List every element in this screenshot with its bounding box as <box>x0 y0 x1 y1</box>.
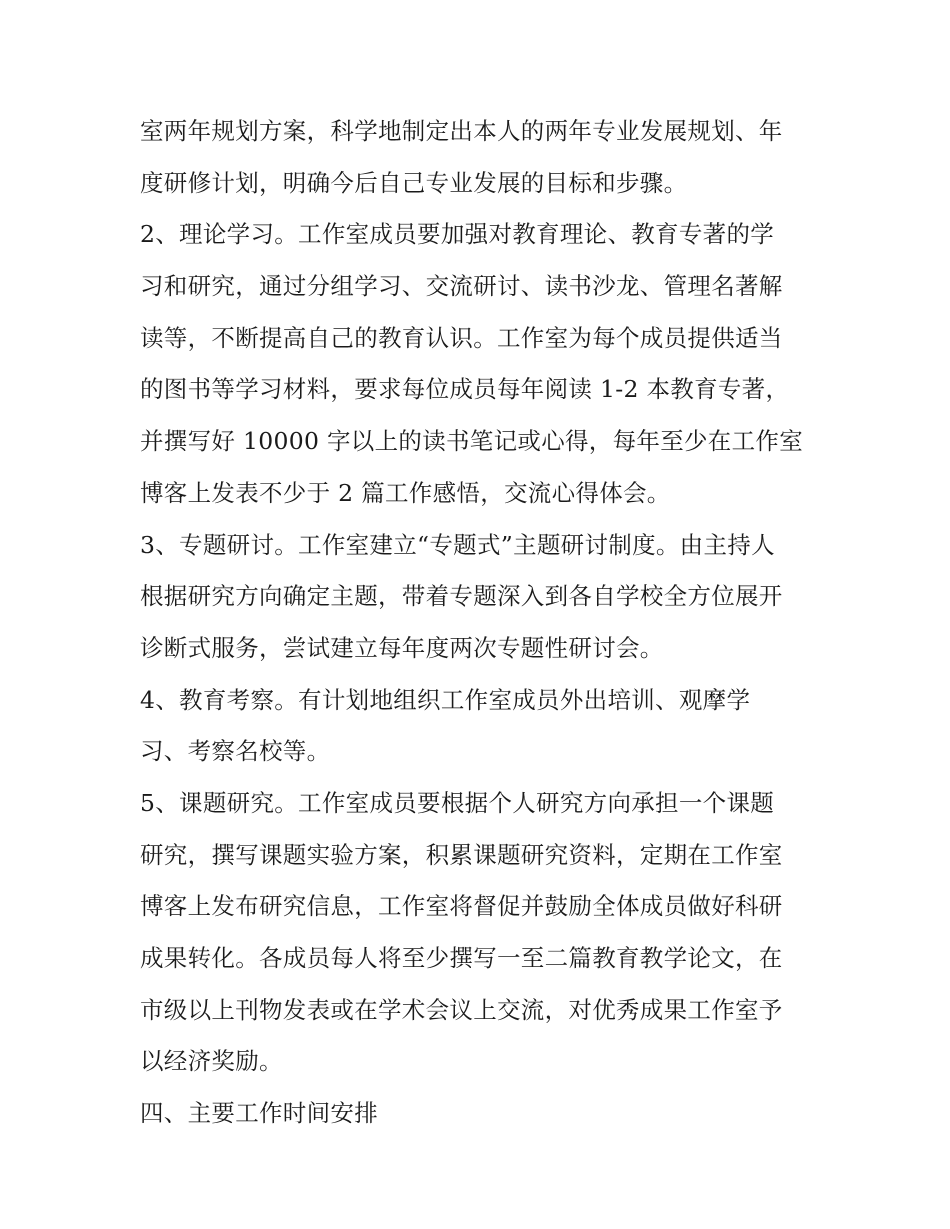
text-line: 读等，不断提高自己的教育认识。工作室为每个成员提供适当 <box>140 323 783 352</box>
text-line: 3、专题研讨。工作室建立“专题式”主题研讨制度。由主持人 <box>140 530 775 559</box>
text-line: 的图书等学习材料，要求每位成员每年阅读 1-2 本教育专著， <box>140 375 790 404</box>
text-line: 成果转化。各成员每人将至少撰写一至二篇教育教学论文，在 <box>140 944 783 972</box>
text-line: 研究，撰写课题实验方案，积累课题研究资料，定期在工作室 <box>140 840 783 869</box>
text-line: 诊断式服务，尝试建立每年度两次专题性研讨会。 <box>140 633 664 662</box>
text-line: 根据研究方向确定主题，带着专题深入到各自学校全方位展开 <box>140 582 783 611</box>
text-line: 2、理论学习。工作室成员要加强对教育理论、教育专著的学 <box>140 220 775 249</box>
text-line: 习和研究，通过分组学习、交流研讨、读书沙龙、管理名著解 <box>140 272 783 301</box>
text-line: 市级以上刊物发表或在学术会议上交流，对优秀成果工作室予 <box>140 995 783 1024</box>
text-line: 度研修计划，明确今后自己专业发展的目标和步骤。 <box>140 168 688 197</box>
text-line: 4、教育考察。有计划地组织工作室成员外出培训、观摩学 <box>140 685 751 714</box>
section-heading: 四、主要工作时间安排 <box>140 1099 378 1128</box>
text-line: 博客上发布研究信息，工作室将督促并鼓励全体成员做好科研 <box>140 892 783 921</box>
text-line: 以经济奖励。 <box>140 1047 283 1076</box>
text-line: 习、考察名校等。 <box>140 737 331 766</box>
text-line: 并撰写好 10000 字以上的读书笔记或心得，每年至少在工作室 <box>140 427 803 456</box>
document-body <box>140 106 820 1140</box>
text-line: 博客上发表不少于 2 篇工作感悟，交流心得体会。 <box>140 478 671 507</box>
text-line: 室两年规划方案，科学地制定出本人的两年专业发展规划、年 <box>140 117 783 145</box>
text-line: 5、课题研究。工作室成员要根据个人研究方向承担一个课题 <box>140 788 775 817</box>
